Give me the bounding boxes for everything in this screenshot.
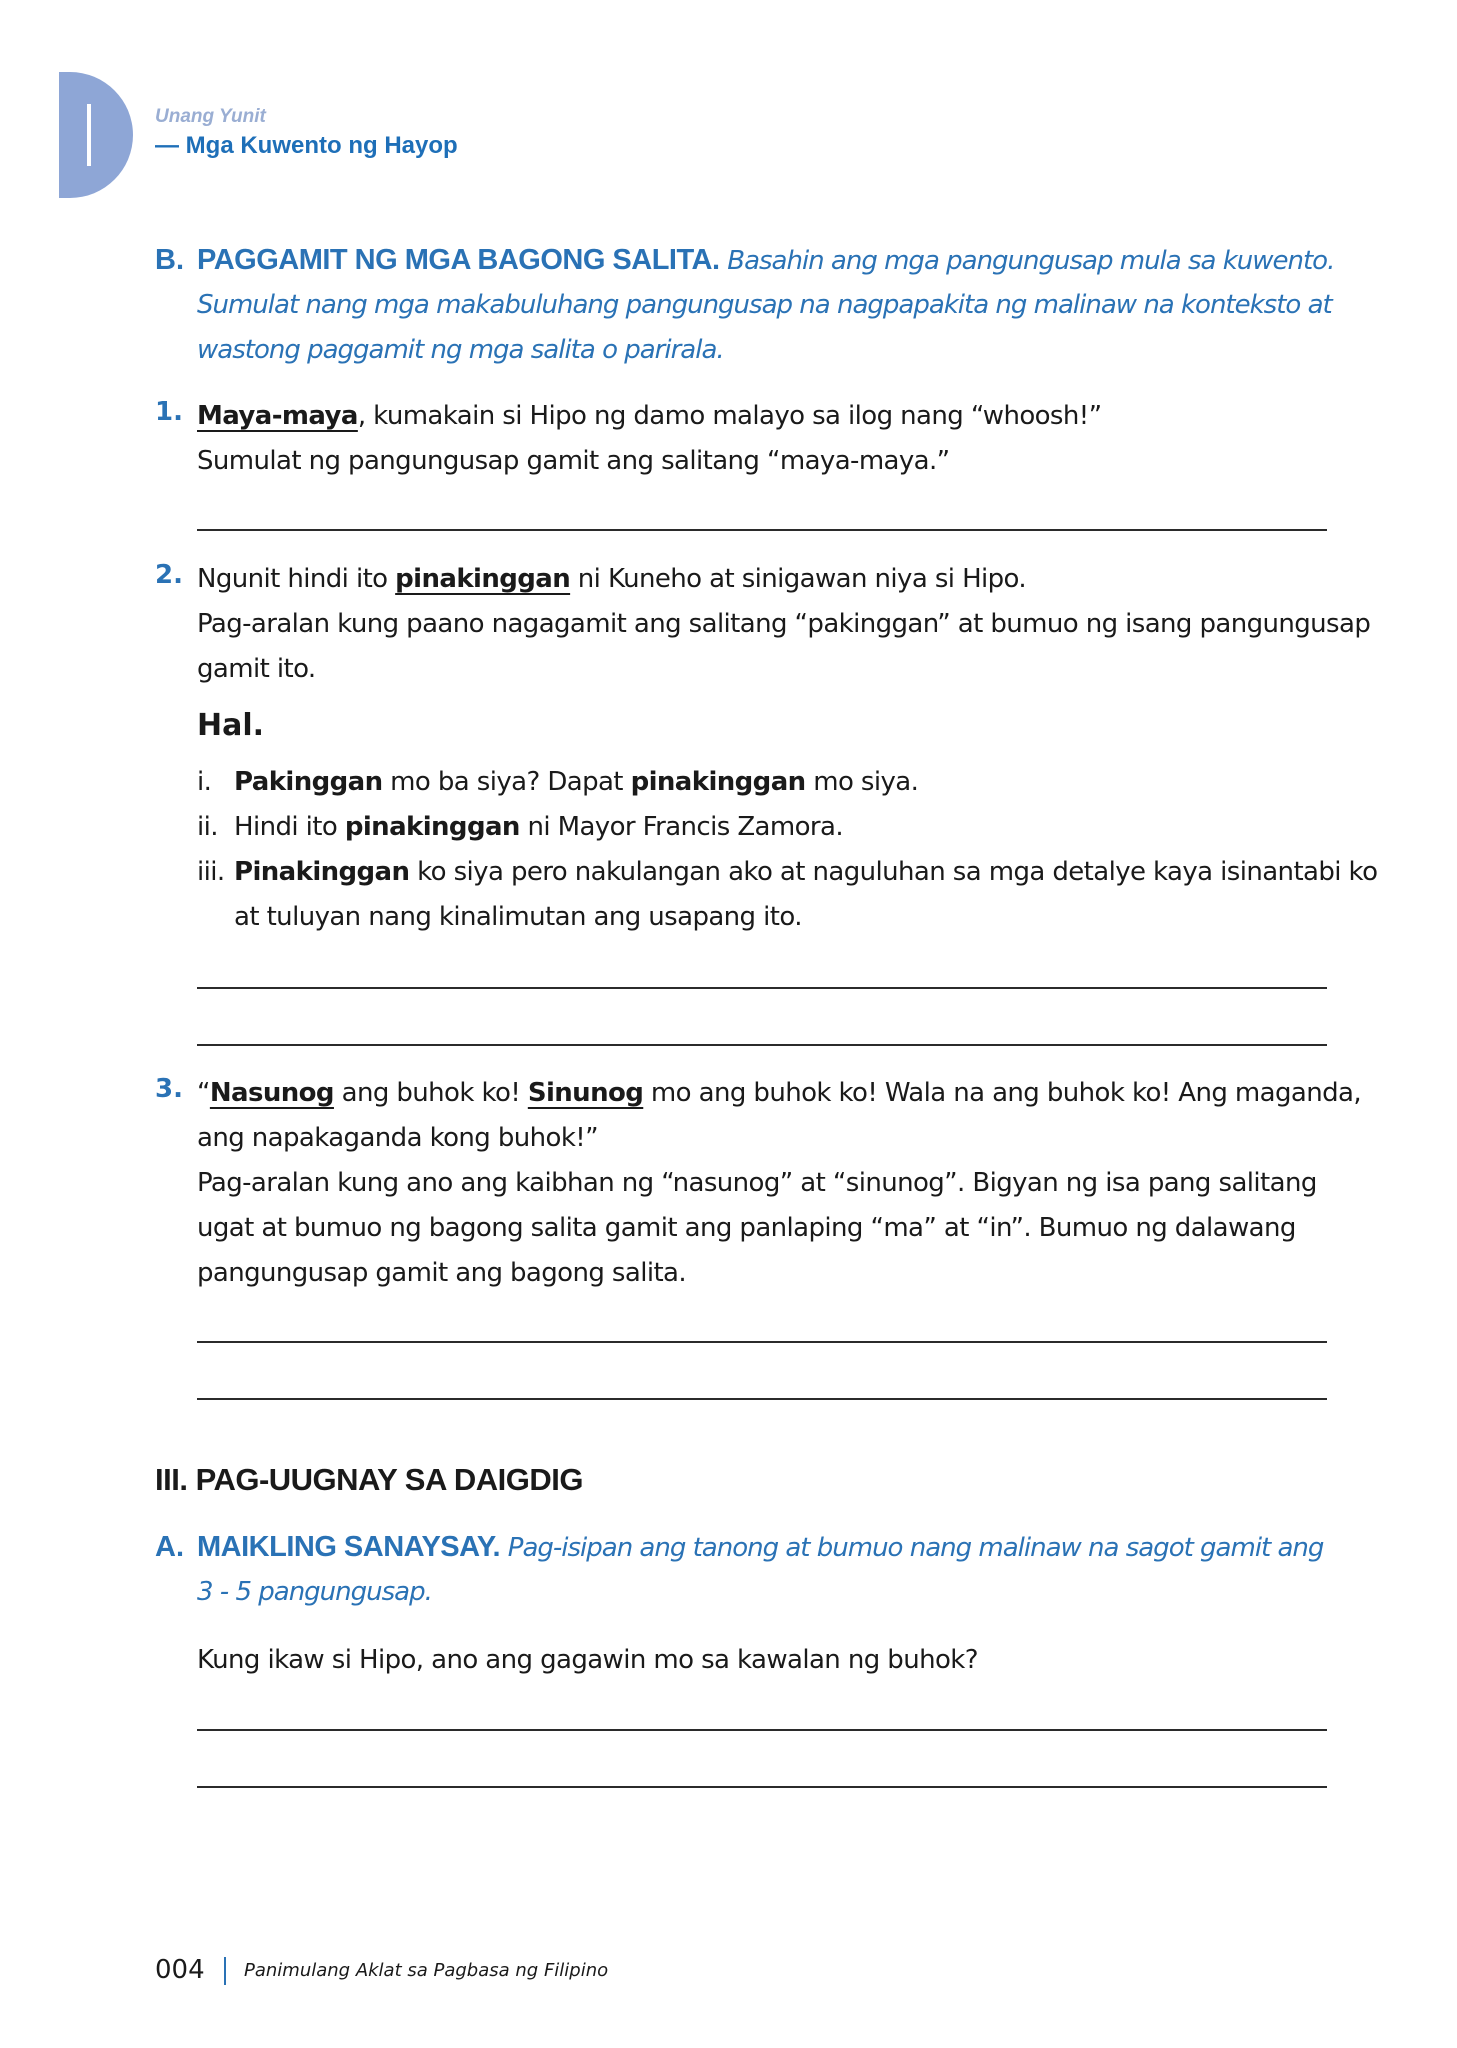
item-3-quote-open: “ <box>197 1078 210 1108</box>
example-iii-numeral: iii. <box>197 857 225 887</box>
example-i-text-2: mo siya. <box>805 767 919 797</box>
item-3-keyword-2: Sinunog <box>527 1078 644 1108</box>
section-a-instruction-1: Pag-isipan ang tanong at bumuo nang malinaw na sagot gamit ang <box>507 1533 1324 1563</box>
item-3-line-2: ang napakaganda kong buhok!” <box>197 1123 598 1153</box>
item-1-sentence: , kumakain si Hipo ng damo malayo sa ilog nang “whoosh!” <box>357 401 1102 431</box>
example-ii-text-2: ni Mayor Francis Zamora. <box>519 812 844 842</box>
section-a-letter: A. <box>155 1531 184 1563</box>
item-2-sentence-pre: Ngunit hindi ito <box>197 564 396 594</box>
footer-divider <box>224 1957 226 1985</box>
example-label: Hal. <box>197 708 265 743</box>
section-b-instruction-1: Basahin ang mga pangungusap mula sa kuwento. <box>727 246 1335 276</box>
example-ii-bold-1: pinakinggan <box>344 812 520 842</box>
answer-line-4a[interactable] <box>197 1729 1327 1731</box>
item-3-mid-2: mo ang buhok ko! Wala na ang buhok ko! Ang maganda, <box>643 1078 1362 1108</box>
answer-line-3b[interactable] <box>197 1398 1327 1400</box>
answer-line-1[interactable] <box>197 529 1327 531</box>
section-b-title: PAGGAMIT NG MGA BAGONG SALITA. <box>197 244 720 276</box>
section-a-heading <box>197 1525 1327 1615</box>
item-1-task: Sumulat ng pangungusap gamit ang salitang “maya-maya.” <box>197 446 950 476</box>
item-2 <box>197 557 1371 692</box>
example-i-bold-1: Pakinggan <box>234 767 383 797</box>
item-3-task-3: pangungusap gamit ang bagong salita. <box>197 1258 687 1288</box>
answer-line-3a[interactable] <box>197 1341 1327 1343</box>
item-1-keyword: Maya-maya <box>197 401 358 431</box>
unit-number-glyph <box>87 104 91 166</box>
item-1 <box>197 394 1327 484</box>
example-iii-text-1: ko siya pero nakulangan ako at naguluhan sa mga detalye kaya isinantabi ko <box>409 857 1378 887</box>
answer-line-2b[interactable] <box>197 1044 1327 1046</box>
book-title: Panimulang Aklat sa Pagbasa ng Filipino <box>244 1960 609 1981</box>
unit-badge <box>59 72 133 198</box>
item-2-task-2: gamit ito. <box>197 654 316 684</box>
example-iii <box>234 850 1378 940</box>
item-3 <box>197 1071 1362 1296</box>
answer-line-4b[interactable] <box>197 1786 1327 1788</box>
section-b-letter: B. <box>155 244 184 276</box>
section-a-instruction-2: 3 - 5 pangungusap. <box>197 1577 432 1607</box>
item-3-mid-1: ang buhok ko! <box>333 1078 528 1108</box>
section-a-title: MAIKLING SANAYSAY. <box>197 1531 501 1563</box>
unit-label: Unang Yunit <box>155 106 266 127</box>
example-iii-text-2: at tuluyan nang kinalimutan ang usapang ito. <box>234 902 802 932</box>
item-3-keyword-1: Nasunog <box>209 1078 334 1108</box>
answer-line-2a[interactable] <box>197 987 1327 989</box>
example-ii-text-1: Hindi ito <box>234 812 345 842</box>
unit-title: — Mga Kuwento ng Hayop <box>155 132 458 159</box>
example-i <box>234 760 1327 805</box>
essay-question: Kung ikaw si Hipo, ano ang gagawin mo sa kawalan ng buhok? <box>197 1645 978 1675</box>
item-2-task-1: Pag-aralan kung paano nagagamit ang salitang “pakinggan” at bumuo ng isang pangungusap <box>197 609 1371 639</box>
example-i-bold-2: pinakinggan <box>630 767 806 797</box>
section-b-heading <box>197 238 1335 373</box>
item-2-sentence-post: ni Kuneho at sinigawan niya si Hipo. <box>570 564 1027 594</box>
example-i-numeral: i. <box>197 767 212 797</box>
item-1-number: 1. <box>155 397 183 427</box>
section-b-instruction-3: wastong paggamit ng mga salita o parirala. <box>197 335 724 365</box>
item-3-task-2: ugat at bumuo ng bagong salita gamit ang panlaping “ma” at “in”. Bumuo ng dalawang <box>197 1213 1296 1243</box>
example-ii <box>234 805 1327 850</box>
item-3-task-1: Pag-aralan kung ano ang kaibhan ng “nasunog” at “sinunog”. Bigyan ng isa pang salitang <box>197 1168 1317 1198</box>
section-b-instruction-2: Sumulat nang mga makabuluhang pangungusap na nagpapakita ng malinaw na konteksto at <box>197 290 1332 320</box>
example-ii-numeral: ii. <box>197 812 218 842</box>
section-iii-title: III. PAG-UUGNAY SA DAIGDIG <box>155 1462 583 1497</box>
item-3-number: 3. <box>155 1074 183 1104</box>
example-i-text-1: mo ba siya? Dapat <box>382 767 631 797</box>
page-number: 004 <box>155 1955 205 1985</box>
item-2-number: 2. <box>155 560 183 590</box>
example-iii-bold-1: Pinakinggan <box>234 857 410 887</box>
item-2-keyword: pinakinggan <box>395 564 571 594</box>
